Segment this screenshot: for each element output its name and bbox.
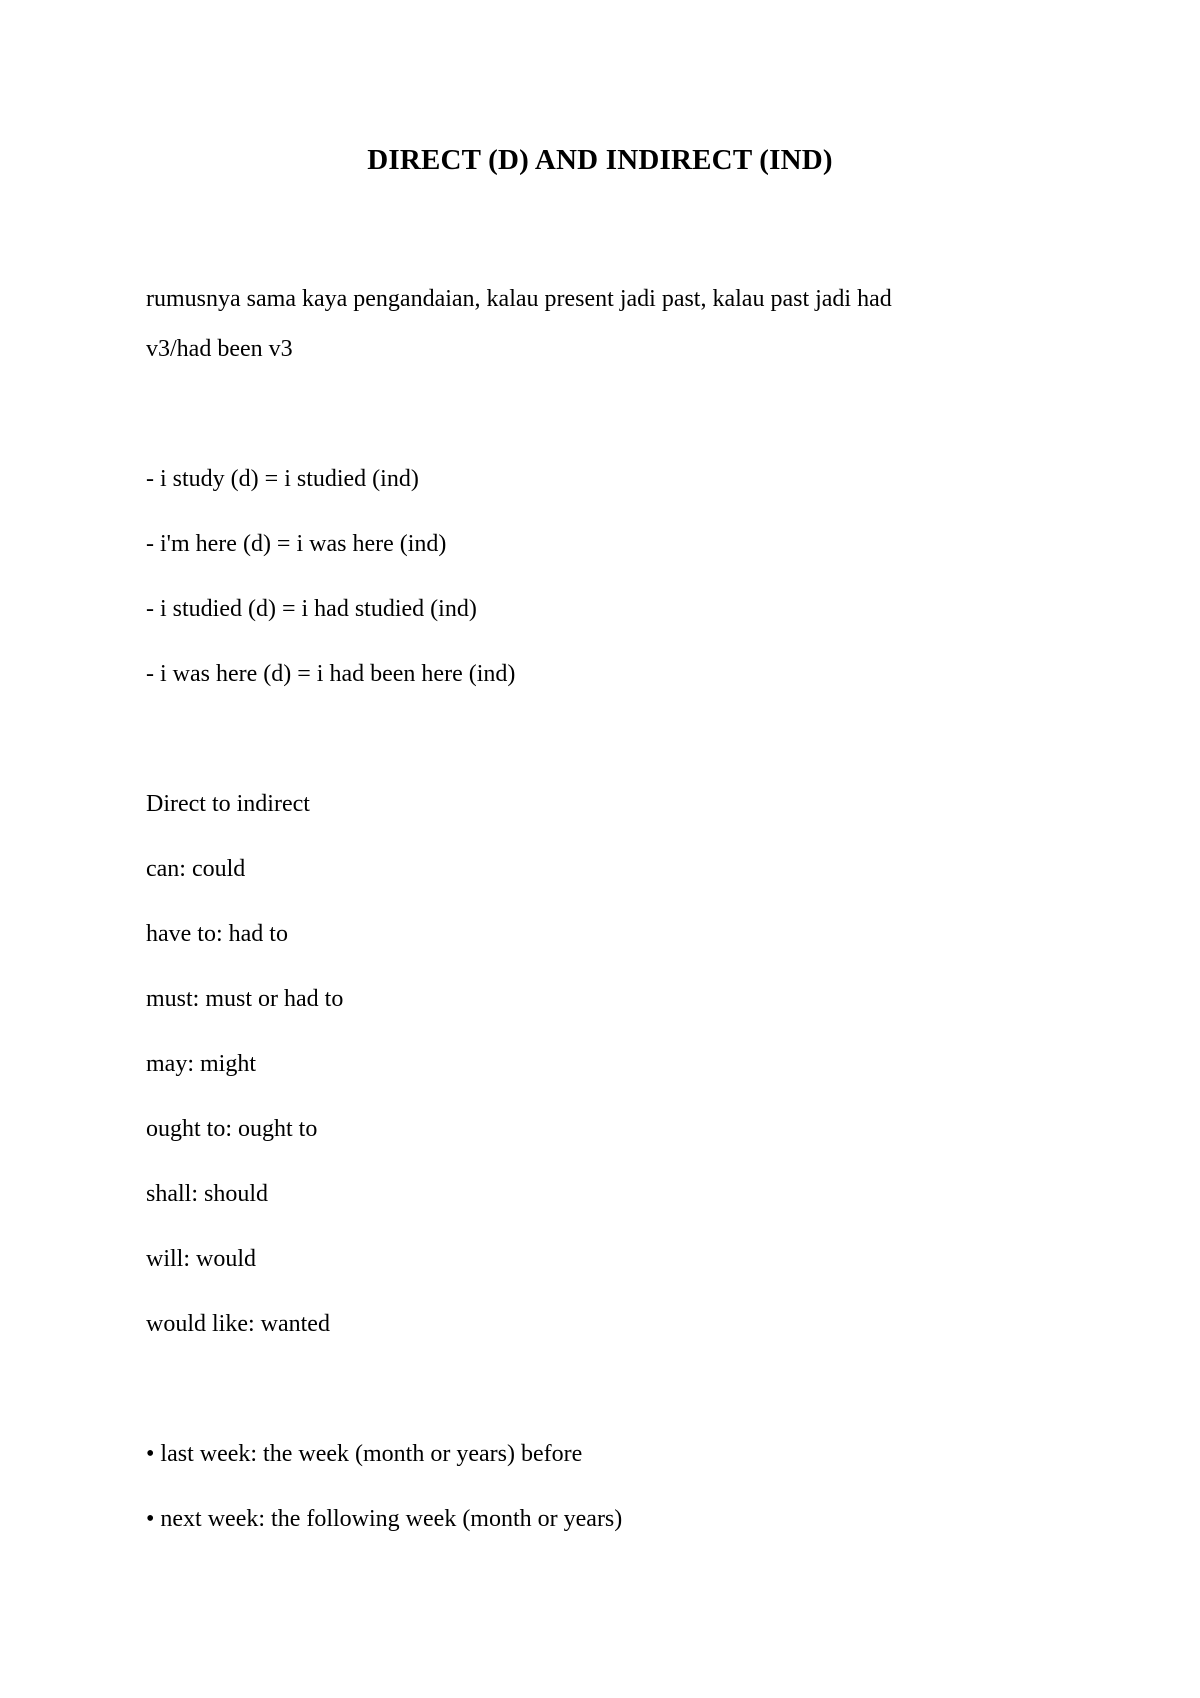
page-title: DIRECT (D) AND INDIRECT (IND) (367, 144, 833, 176)
time-expression-item: • last week: the week (month or years) before (146, 1441, 583, 1467)
modal-item: ought to: ought to (146, 1116, 318, 1142)
modal-item: have to: had to (146, 921, 288, 947)
modal-item: must: must or had to (146, 986, 344, 1012)
time-expression-item: • next week: the following week (month or years) (146, 1506, 623, 1532)
modal-item: can: could (146, 856, 246, 882)
modal-item: shall: should (146, 1181, 269, 1207)
intro-line-1: rumusnya sama kaya pengandaian, kalau present jadi past, kalau past jadi had (146, 286, 892, 312)
example-line: - i was here (d) = i had been here (ind) (146, 661, 516, 687)
intro-line-2: v3/had been v3 (146, 336, 293, 362)
example-line: - i studied (d) = i had studied (ind) (146, 596, 477, 622)
modal-item: will: would (146, 1246, 257, 1272)
example-line: - i study (d) = i studied (ind) (146, 466, 419, 492)
section-heading: Direct to indirect (146, 791, 310, 817)
modal-item: would like: wanted (146, 1311, 330, 1337)
example-line: - i'm here (d) = i was here (ind) (146, 531, 447, 557)
modal-item: may: might (146, 1051, 256, 1077)
